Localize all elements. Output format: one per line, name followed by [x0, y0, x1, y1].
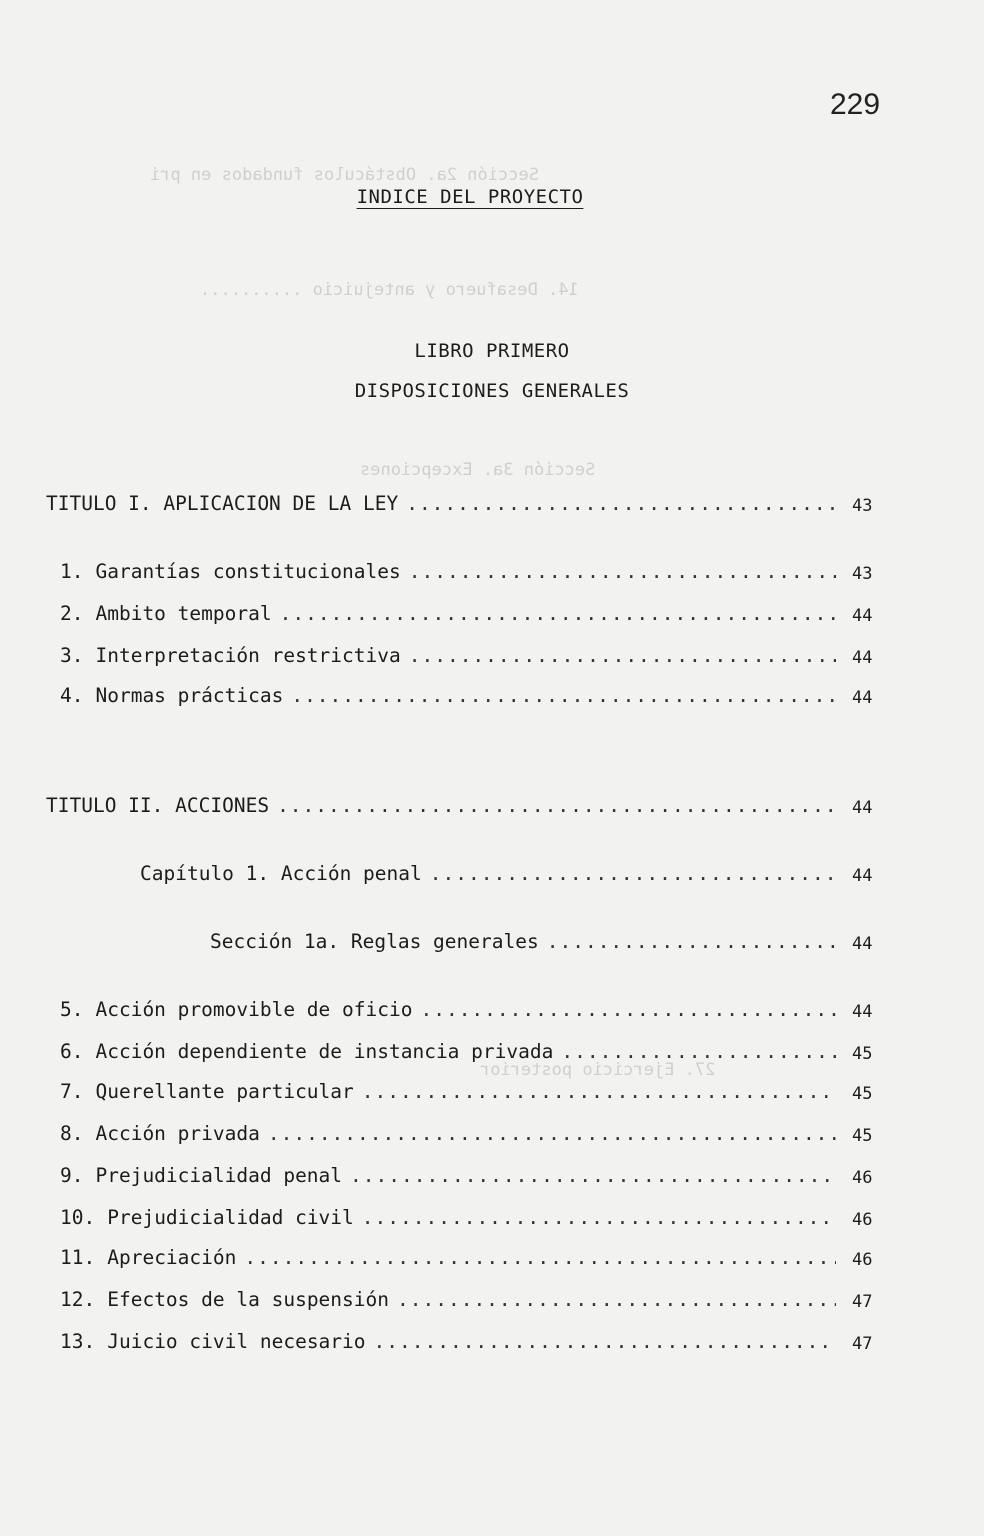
toc-entry[interactable]: 9. Prejudicialidad penal ..... — [60, 1164, 836, 1190]
toc-entry[interactable]: 11. Apreciación ..... — [60, 1246, 836, 1272]
toc-entry[interactable]: 3. Interpretación restrictiva ..... — [60, 644, 836, 670]
show-through-text: Sección 2a. Obstáculos fundados en pri — [150, 165, 539, 185]
toc-page: 44 — [852, 606, 873, 626]
index-title: INDICE DEL PROYECTO — [356, 186, 584, 208]
toc-page: 43 — [852, 564, 873, 584]
toc-page: 44 — [852, 648, 873, 668]
toc-entry[interactable]: Capítulo 1. Acción penal ..... — [140, 862, 836, 888]
toc-entry[interactable]: 12. Efectos de la suspensión ..... — [60, 1288, 836, 1314]
page-number: 229 — [830, 88, 881, 121]
toc-entry[interactable]: 2. Ambito temporal ..... — [60, 602, 836, 628]
toc-entry[interactable]: 10. Prejudicialidad civil ..... — [60, 1206, 836, 1232]
toc-entry[interactable]: 4. Normas prácticas ..... — [60, 684, 836, 710]
disposiciones-heading: DISPOSICIONES GENERALES — [354, 380, 630, 402]
toc-entry[interactable]: 1. Garantías constitucionales ..... — [60, 560, 836, 586]
toc-entry[interactable]: 6. Acción dependiente de instancia privada ..... — [60, 1040, 836, 1066]
toc-entry[interactable]: TITULO I. APLICACION DE LA LEY ..... — [46, 492, 836, 518]
toc-page: 43 — [852, 496, 873, 516]
toc-entry[interactable]: 5. Acción promovible de oficio ..... — [60, 998, 836, 1024]
toc-page: 44 — [852, 934, 873, 954]
toc-page: 46 — [852, 1250, 873, 1270]
toc-page: 47 — [852, 1334, 873, 1354]
toc-entry[interactable]: 13. Juicio civil necesario ..... — [60, 1330, 836, 1356]
toc-entry[interactable]: 7. Querellante particular ..... — [60, 1080, 836, 1106]
toc-entry[interactable]: Sección 1a. Reglas generales ..... — [210, 930, 836, 956]
toc-page: 46 — [852, 1168, 873, 1188]
show-through-text: Sección 3a. Excepciones — [360, 460, 596, 480]
toc-page: 45 — [852, 1084, 873, 1104]
toc-entry[interactable]: 8. Acción privada ..... — [60, 1122, 836, 1148]
toc-page: 44 — [852, 688, 873, 708]
toc-page: 47 — [852, 1292, 873, 1312]
libro-heading: LIBRO PRIMERO — [414, 340, 570, 362]
show-through-text: 27. Ejercicio posterior — [480, 1060, 716, 1080]
toc-page: 44 — [852, 1002, 873, 1022]
toc-page: 44 — [852, 798, 873, 818]
toc-entry[interactable]: TITULO II. ACCIONES ..... — [46, 794, 836, 820]
toc-page: 45 — [852, 1044, 873, 1064]
toc-page: 46 — [852, 1210, 873, 1230]
toc-page: 44 — [852, 866, 873, 886]
show-through-text: 14. Desafuero y antejuicio .......... — [200, 280, 579, 300]
toc-page: 45 — [852, 1126, 873, 1146]
